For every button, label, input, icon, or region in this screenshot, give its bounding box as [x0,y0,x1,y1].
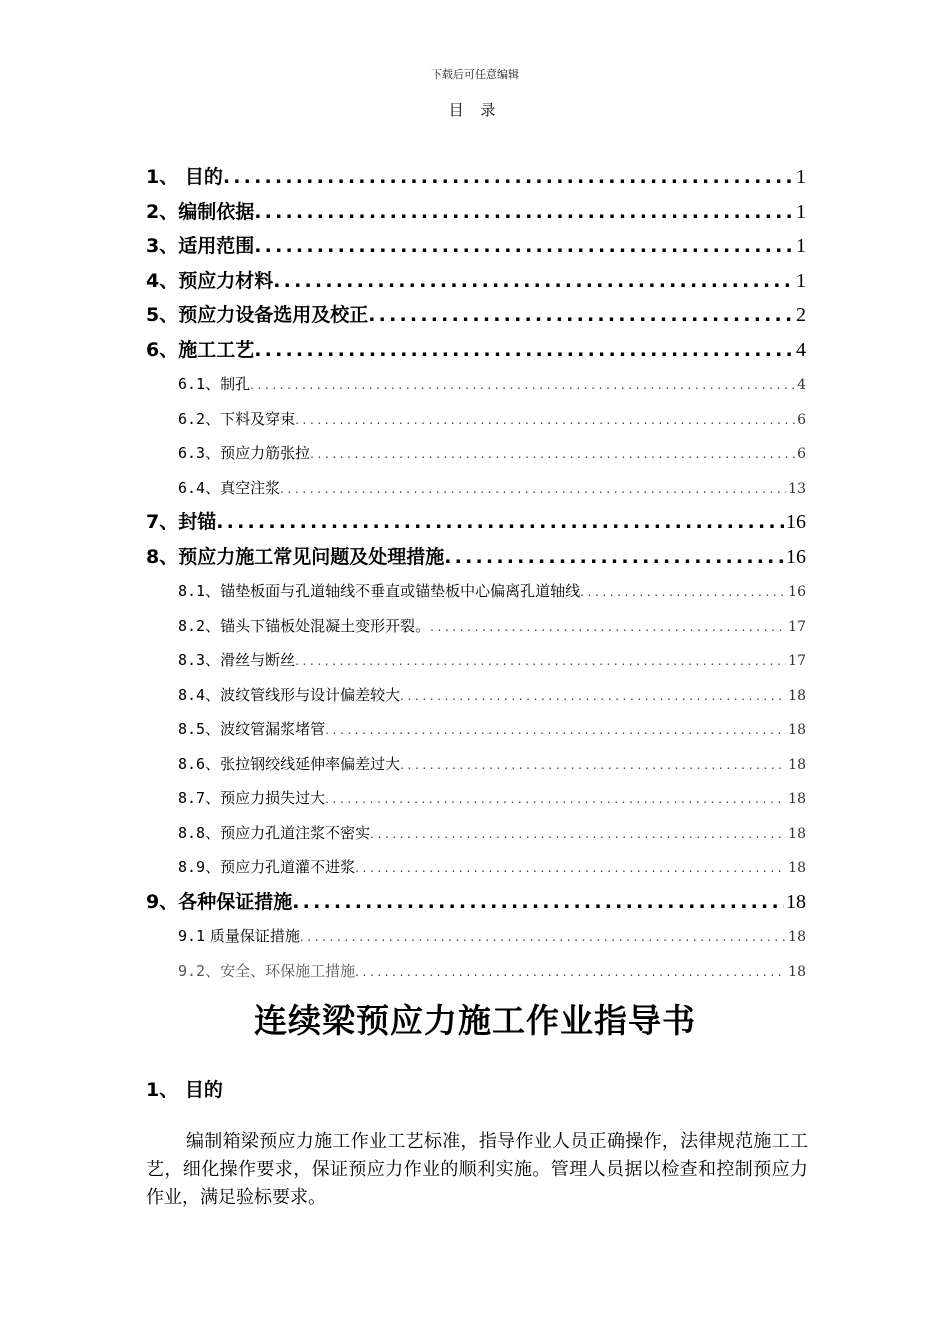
toc-entry[interactable] [146,229,806,264]
toc-entry-text: 、安全、环保施工措施 [205,961,356,980]
toc-entry-text: 、锚垫板面与孔道轴线不垂直或锚垫板中心偏离孔道轴线 [205,582,581,600]
toc-title: 目 录 [448,101,502,119]
toc-page-number: 17 [788,653,806,669]
toc-entry-number: 8.1 [178,582,206,600]
toc-page-number: 18 [788,963,806,980]
toc-page-number: 18 [788,722,806,738]
toc-subentry[interactable] [146,781,806,816]
toc-entry-label [178,747,400,782]
toc-entry-number: 8.9 [178,858,206,876]
toc-leader-dots [300,920,786,954]
toc-entry-number: 8.5 [178,720,206,738]
toc-entry-number: 8.6 [178,754,206,773]
toc-entry-label [178,954,355,989]
toc-page-number: 4 [796,338,806,361]
toc-page-number: 6 [797,446,806,462]
toc-page-number: 1 [796,235,806,257]
toc-page-number: 17 [788,618,806,635]
toc-entry-text: 、制孔 [205,375,251,393]
toc-leader-dots [370,817,786,851]
toc-entry-label: 9、各种保证措施 [146,890,293,913]
toc-entry-label [178,609,430,644]
toc-entry-text: 、波纹管线形与设计偏差较大 [205,685,401,704]
toc-leader-dots [325,713,786,747]
header-note: 下载后可任意编辑 [431,68,519,81]
toc-entry-label [178,712,325,747]
toc-page-number: 16 [786,545,806,568]
toc-page-number: 18 [788,825,806,842]
toc-entry-label [178,367,250,402]
toc-page-number: 1 [796,166,806,188]
toc-leader-dots [430,610,786,644]
toc-entry-label [178,643,295,678]
toc-entry-text: 、预应力筋张拉 [205,444,311,462]
toc-entry-text: 、预应力损失过大 [205,789,326,807]
toc-leader-dots [400,748,786,782]
toc-entry-number: 8.4 [178,685,206,704]
toc-entry-label [178,402,295,437]
toc-subentry[interactable] [146,816,806,851]
toc-leader-dots [250,368,795,402]
toc-entry-label: 7、封锚 [146,511,217,533]
toc-entry-number: 6.2 [178,409,206,428]
toc-entry-number: 9.1 [178,927,206,945]
toc-entry-number: 8.2 [178,616,206,635]
toc-entry-number: 8.3 [178,651,206,669]
toc-leader-dots [254,195,794,230]
toc-page-number: 13 [788,480,806,497]
toc-entry-label [178,436,310,471]
toc-entry-text: 、滑丝与断丝 [205,651,296,669]
toc-page-number: 1 [796,200,806,223]
toc-leader-dots [223,160,794,195]
toc-leader-dots [273,264,794,299]
toc-entry-text: 、真空注浆 [205,478,281,497]
toc-entry-label: 2、编制依据 [146,200,255,223]
toc-subentry[interactable] [146,850,806,885]
toc-entry[interactable] [146,885,806,920]
toc-entry[interactable] [146,298,806,333]
toc-subentry[interactable] [146,747,806,782]
toc-entry-number: 6.1 [178,375,206,393]
toc-entry-number: 6.4 [178,478,206,497]
toc-subentry[interactable] [146,574,806,609]
toc-subentry[interactable] [146,436,806,471]
toc-entry-number: 6.3 [178,444,206,462]
toc-leader-dots [355,955,786,989]
toc-leader-dots [295,403,795,437]
toc-leader-dots [444,540,784,575]
toc-entry-label [178,781,325,816]
toc-entry-number: 9.2 [178,961,206,980]
section-paragraph: 编制箱梁预应力施工作业工艺标准，指导作业人员正确操作，法律规范施工工艺，细化操作要求，保证预应力作业的顺利实施。管理人员据以检查和控制预应力作业，满足验标要求。 [146,1131,808,1208]
toc-page-number: 2 [796,304,806,326]
toc-page-number: 6 [797,411,806,428]
toc-page-number: 1 [796,269,806,292]
toc-subentry[interactable] [146,471,806,506]
toc-entry-text: 、锚头下锚板处混凝土变形开裂。 [205,616,431,635]
toc-entry-label [178,574,580,609]
toc-leader-dots [295,644,786,678]
toc-leader-dots [292,885,784,920]
toc-leader-dots [216,505,784,540]
toc-subentry[interactable] [146,712,806,747]
toc-page-number: 18 [788,687,806,704]
toc-subentry[interactable] [146,954,806,989]
document-title: 连续梁预应力施工作业指导书 [254,1001,696,1040]
toc-leader-dots [310,437,795,471]
toc-entry-label: 5、预应力设备选用及校正 [146,304,369,326]
toc-leader-dots [355,851,786,885]
section-heading: 1、 目的 [146,1079,223,1101]
toc-entry-label [178,471,280,506]
toc-entry-text: 、下料及穿束 [205,409,296,428]
toc-entry-label: 3、适用范围 [146,235,255,257]
toc-page-number: 18 [788,860,806,876]
toc-page-number: 16 [786,511,806,533]
toc-entry-label [178,919,300,954]
toc-entry-label: 8、预应力施工常见问题及处理措施 [146,545,445,568]
toc-leader-dots [325,782,786,816]
toc-entry-text: 、波纹管漏浆堵管 [205,720,326,738]
toc-entry-label [178,678,400,713]
toc-entry-label: 6、施工工艺 [146,338,255,361]
toc-subentry[interactable] [146,643,806,678]
toc-subentry[interactable] [146,919,806,954]
toc-entry-label [178,816,370,851]
toc-entry-text: 、预应力孔道注浆不密实 [205,823,371,842]
toc-page-number: 18 [788,756,806,773]
toc-entry-text: 质量保证措施 [205,927,300,945]
toc-page-number: 18 [788,929,806,945]
toc-entry-label: 1、 目的 [146,166,223,188]
toc-page-number: 18 [786,890,806,913]
toc-entry-number: 8.8 [178,823,206,842]
toc-leader-dots [400,679,786,713]
toc-entry-label: 4、预应力材料 [146,269,274,292]
toc-leader-dots [254,333,794,368]
toc-entry[interactable] [146,195,806,230]
toc-subentry[interactable] [146,402,806,437]
toc-page-number: 18 [788,791,806,807]
table-of-contents [146,160,806,988]
toc-entry-label [178,850,355,885]
toc-page-number: 4 [797,377,806,393]
toc-leader-dots [580,575,786,609]
toc-subentry[interactable] [146,367,806,402]
toc-subentry[interactable] [146,678,806,713]
toc-entry-number: 8.7 [178,789,206,807]
toc-entry[interactable] [146,540,806,575]
toc-leader-dots [368,298,794,333]
toc-entry[interactable] [146,333,806,368]
toc-leader-dots [254,229,794,264]
toc-entry-text: 、张拉钢绞线延伸率偏差过大 [205,754,401,773]
toc-leader-dots [280,472,786,506]
toc-page-number: 16 [788,584,806,600]
toc-entry[interactable] [146,264,806,299]
toc-entry[interactable] [146,160,806,195]
toc-subentry[interactable] [146,609,806,644]
toc-entry-text: 、预应力孔道灌不进浆 [205,858,356,876]
toc-entry[interactable] [146,505,806,540]
